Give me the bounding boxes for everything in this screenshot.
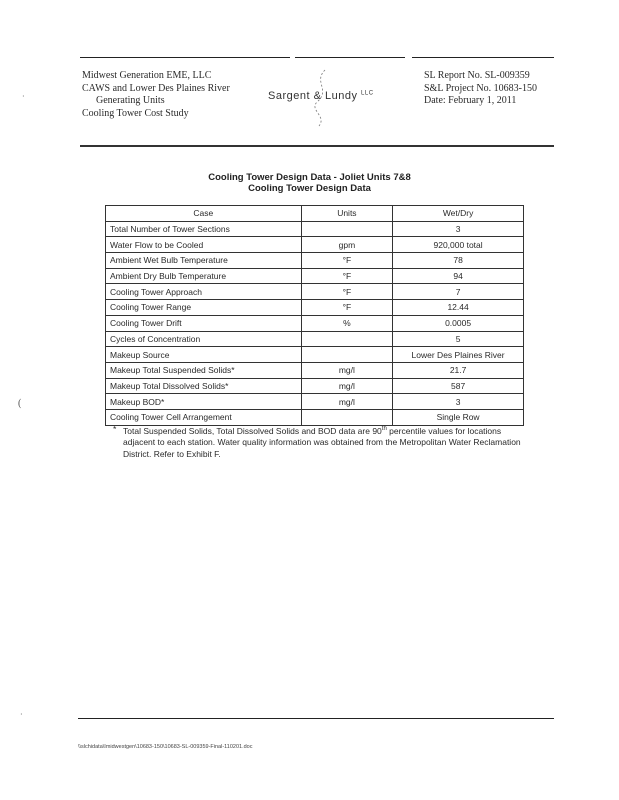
value-cell: 5 — [393, 331, 524, 347]
footnote-text-part2: percentile values for locations adjacent to each station. Water quality information was obtained from the Metropolitan Water Reclamation District. Refer to Exhibit F. — [123, 425, 521, 459]
logo-mark: LLC — [361, 90, 374, 97]
case-cell: Makeup BOD* — [106, 394, 302, 410]
logo-text: Sargent & Lundy — [268, 90, 358, 102]
header-report-block — [424, 70, 537, 108]
units-cell: gpm — [301, 237, 393, 253]
units-cell — [301, 409, 393, 425]
units-cell: % — [301, 315, 393, 331]
table-row — [106, 268, 524, 284]
case-cell: Cooling Tower Approach — [106, 284, 302, 300]
table-row — [106, 378, 524, 394]
header-company-block — [82, 70, 230, 120]
value-cell: 7 — [393, 284, 524, 300]
case-cell: Ambient Dry Bulb Temperature — [106, 268, 302, 284]
units-cell: °F — [301, 300, 393, 316]
table-title: Cooling Tower Design Data - Joliet Units 7&8 — [208, 172, 411, 183]
value-cell: 21.7 — [393, 362, 524, 378]
footer-file-path: \\slchidata\Imidwestgen\10683-150\10683-SL-009359-Final-110201.doc — [78, 744, 253, 750]
column-header-value: Wet/Dry — [393, 206, 524, 222]
table-row — [106, 300, 524, 316]
value-cell: 3 — [393, 221, 524, 237]
column-header-units: Units — [301, 206, 393, 222]
units-cell: mg/l — [301, 378, 393, 394]
header-report-number: SL Report No. SL-009359 — [424, 70, 530, 81]
footnote-marker: * — [113, 424, 117, 434]
header-units: Generating Units — [96, 95, 165, 106]
header-date: Date: February 1, 2011 — [424, 95, 517, 106]
table-row — [106, 347, 524, 363]
case-cell: Water Flow to be Cooled — [106, 237, 302, 253]
header-project-number: S&L Project No. 10683-150 — [424, 82, 537, 94]
table-row — [106, 253, 524, 269]
value-cell: 12.44 — [393, 300, 524, 316]
value-cell: 3 — [393, 394, 524, 410]
units-cell: mg/l — [301, 394, 393, 410]
header-bottom-rule — [80, 145, 554, 147]
table-row — [106, 237, 524, 253]
header-top-rule-far-right — [412, 57, 554, 58]
table-row — [106, 394, 524, 410]
case-cell: Makeup Total Suspended Solids* — [106, 362, 302, 378]
header-company-name: Midwest Generation EME, LLC — [82, 70, 212, 81]
table-row — [106, 331, 524, 347]
company-logo — [268, 90, 374, 102]
footnote-text-part1: Total Suspended Solids, Total Dissolved Solids and BOD data are 90 — [123, 425, 382, 436]
footer-rule — [78, 718, 554, 719]
scan-speck: ( — [18, 398, 22, 409]
units-cell — [301, 331, 393, 347]
column-header-case: Case — [106, 206, 302, 222]
value-cell: 78 — [393, 253, 524, 269]
scan-speck: · — [22, 92, 25, 101]
header-study-name: Cooling Tower Cost Study — [82, 107, 189, 119]
table-row — [106, 409, 524, 425]
case-cell: Ambient Wet Bulb Temperature — [106, 253, 302, 269]
units-cell: °F — [301, 268, 393, 284]
value-cell: 587 — [393, 378, 524, 394]
units-cell: °F — [301, 284, 393, 300]
value-cell: Single Row — [393, 409, 524, 425]
table-row — [106, 221, 524, 237]
table-row — [106, 362, 524, 378]
header-plant-name: CAWS and Lower Des Plaines River — [82, 82, 230, 94]
scan-speck: · — [20, 710, 23, 719]
case-cell: Cooling Tower Range — [106, 300, 302, 316]
table-row — [106, 315, 524, 331]
units-cell: mg/l — [301, 362, 393, 378]
value-cell: 94 — [393, 268, 524, 284]
table-header-row — [106, 206, 524, 222]
case-cell: Cooling Tower Cell Arrangement — [106, 409, 302, 425]
footnote-superscript: th — [381, 426, 387, 432]
table-row — [106, 284, 524, 300]
case-cell: Cycles of Concentration — [106, 331, 302, 347]
header-top-rule — [80, 57, 290, 58]
case-cell: Makeup Source — [106, 347, 302, 363]
case-cell: Cooling Tower Drift — [106, 315, 302, 331]
units-cell — [301, 347, 393, 363]
value-cell: Lower Des Plaines River — [393, 347, 524, 363]
footnote — [123, 424, 528, 460]
value-cell: 0.0005 — [393, 315, 524, 331]
table-subtitle: Cooling Tower Design Data — [248, 183, 371, 194]
case-cell: Total Number of Tower Sections — [106, 221, 302, 237]
case-cell: Makeup Total Dissolved Solids* — [106, 378, 302, 394]
value-cell: 920,000 total — [393, 237, 524, 253]
units-cell — [301, 221, 393, 237]
units-cell: °F — [301, 253, 393, 269]
cooling-tower-design-table — [105, 205, 524, 426]
header-top-rule-right — [295, 57, 405, 58]
